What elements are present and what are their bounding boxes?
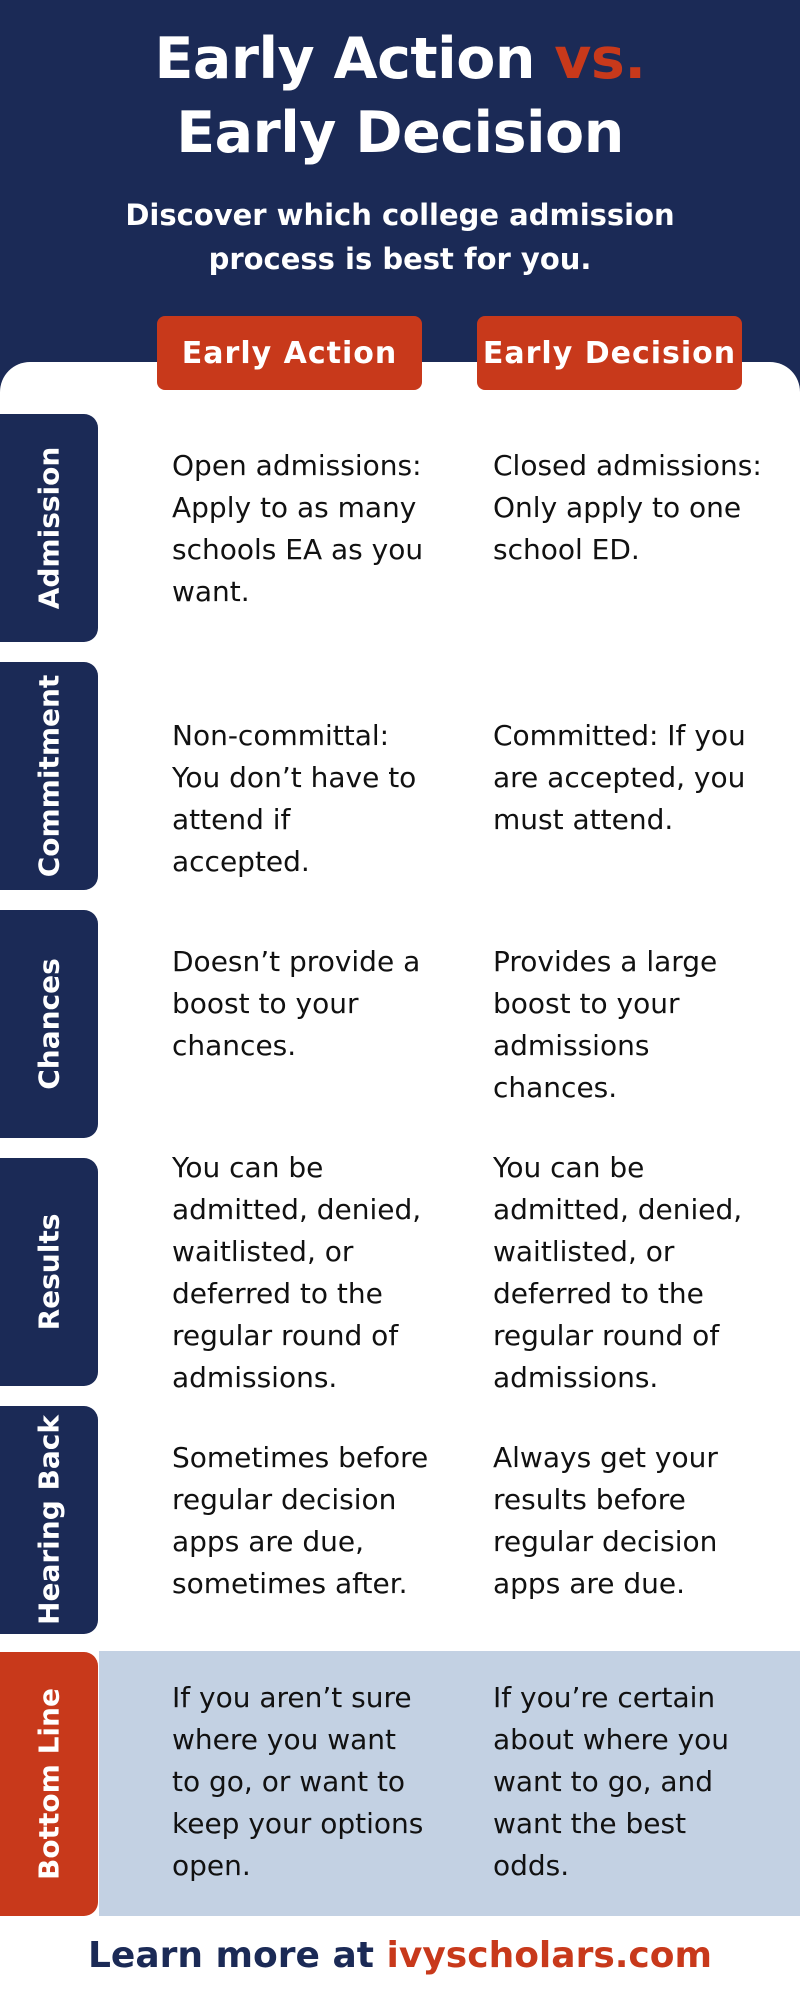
cell-results-early-action: You can be admitted, denied, waitlisted, or deferred to the regular round of admissions. xyxy=(172,1151,422,1394)
title-early-action: Early Action xyxy=(154,26,555,92)
row-label-text: Chances xyxy=(32,958,66,1090)
column-header-early-decision: Early Decision xyxy=(477,316,742,390)
page-subtitle: Discover which college admission process is best for you. xyxy=(125,198,675,276)
row-label-chances xyxy=(0,910,98,1138)
cell-bottom-line-early-decision: If you’re certain about where you want to go, and want the best odds. xyxy=(493,1681,730,1882)
title-early-decision: Early Decision xyxy=(176,100,624,166)
footer-cta xyxy=(0,1935,800,1976)
cell-chances-early-decision: Provides a large boost to your admissions chances. xyxy=(493,945,718,1104)
row-label-text: Hearing Back xyxy=(32,1415,66,1625)
cell-hearing-back-early-action: Sometimes before regular decision apps are due, sometimes after. xyxy=(172,1441,429,1600)
cell-admission-early-decision: Closed admissions: Only apply to one school ED. xyxy=(493,449,762,566)
column-header-early-action: Early Action xyxy=(157,316,422,390)
title-vs: vs. xyxy=(554,26,646,92)
cell-bottom-line-early-action: If you aren’t sure where you want to go, or want to keep your options open. xyxy=(172,1681,424,1882)
row-label-text: Bottom Line xyxy=(32,1688,66,1880)
cell-commitment-early-decision: Committed: If you are accepted, you must attend. xyxy=(493,719,746,836)
footer-site-link[interactable]: ivyscholars.com xyxy=(386,1935,713,1976)
row-label-results xyxy=(0,1158,98,1386)
footer-prefix: Learn more at xyxy=(87,1935,387,1976)
row-label-commitment xyxy=(0,662,98,890)
cell-hearing-back-early-decision: Always get your results before regular decision apps are due. xyxy=(493,1441,718,1600)
row-label-bottom-line xyxy=(0,1652,98,1916)
row-label-text: Results xyxy=(32,1213,66,1331)
row-label-admission xyxy=(0,414,98,642)
row-label-hearing-back xyxy=(0,1406,98,1634)
cell-commitment-early-action: Non-committal: You don’t have to attend if accepted. xyxy=(172,719,417,878)
page-title xyxy=(0,22,800,170)
row-label-text: Admission xyxy=(32,446,66,610)
cell-admission-early-action: Open admissions: Apply to as many schools EA as you want. xyxy=(172,449,424,608)
row-label-text: Commitment xyxy=(32,674,66,878)
cell-results-early-decision: You can be admitted, denied, waitlisted, or deferred to the regular round of admissions. xyxy=(493,1151,743,1394)
cell-chances-early-action: Doesn’t provide a boost to your chances. xyxy=(172,945,421,1062)
